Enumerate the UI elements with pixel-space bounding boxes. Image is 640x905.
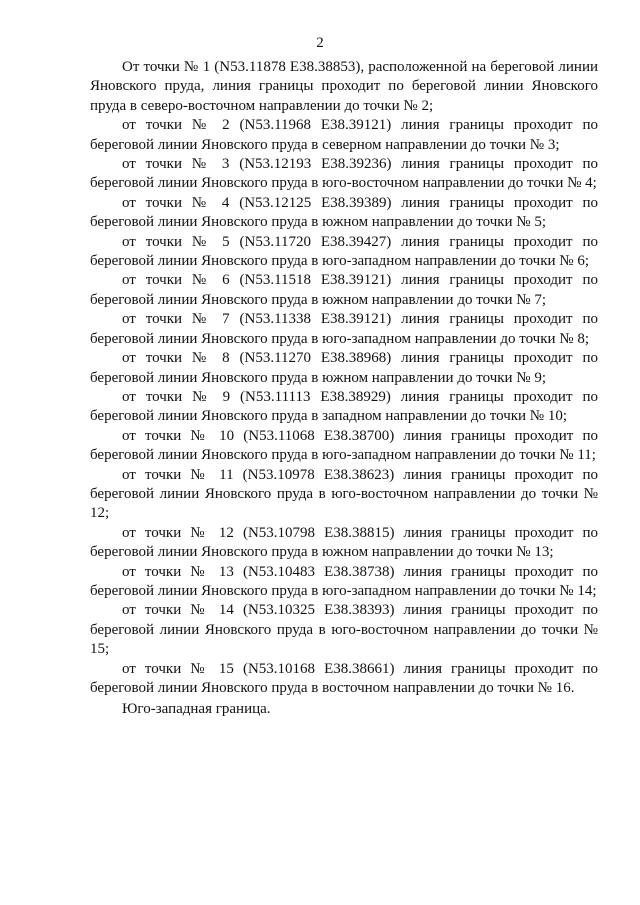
boundary-paragraph-3: от точки № 3 (N53.12193 E38.39236) линия границы проходит по береговой линии Яновского пруда в юго-восточном направлении до точки № 4;: [90, 156, 598, 192]
boundary-paragraph-14: от точки № 14 (N53.10325 E38.38393) линия границы проходит по береговой линии Яновского пруда в юго-восточном направлении до точки № 15;: [90, 602, 598, 658]
boundary-paragraph-2: от точки № 2 (N53.11968 E38.39121) линия границы проходит по береговой линии Яновского пруда в северном направлении до точки № 3;: [90, 117, 598, 153]
boundary-paragraph-9: от точки № 9 (N53.11113 E38.38929) линия границы проходит по береговой линии Яновского пруда в западном направлении до точки № 10;: [90, 388, 598, 425]
boundary-paragraph-10: от точки № 10 (N53.11068 E38.38700) линия границы проходит по береговой линии Яновского пруда в юго-западном направлении до точки № 11;: [90, 427, 598, 464]
section-heading: Юго-западная граница.: [122, 701, 271, 718]
boundary-paragraph-11: от точки № 11 (N53.10978 E38.38623) линия границы проходит по береговой линии Яновского пруда в юго-восточном направлении до точки № 12;: [90, 466, 598, 522]
document-body: [90, 58, 598, 720]
page-number: 2: [316, 35, 324, 51]
boundary-paragraph-6: от точки № 6 (N53.11518 E38.39121) линия границы проходит по береговой линии Яновского пруда в южном направлении до точки № 7;: [90, 272, 598, 308]
boundary-paragraph-4: от точки № 4 (N53.12125 E38.39389) линия границы проходит по береговой линии Яновского пруда в южном направлении до точки № 5;: [90, 194, 598, 231]
boundary-paragraph-1: От точки № 1 (N53.11878 E38.38853), расположенной на береговой линии Яновского пруда, линия границы проходит по береговой линии Яновского пруда в северо-восточном направлении до точки № 2;: [90, 59, 598, 114]
boundary-paragraph-15: от точки № 15 (N53.10168 E38.38661) линия границы проходит по береговой линии Яновского пруда в восточном направлении до точки № 16.: [90, 660, 598, 696]
boundary-paragraph-8: от точки № 8 (N53.11270 E38.38968) линия границы проходит по береговой линии Яновского пруда в южном направлении до точки № 9;: [90, 350, 598, 386]
boundary-paragraph-13: от точки № 13 (N53.10483 E38.38738) линия границы проходит по береговой линии Яновского пруда в юго-западном направлении до точки № 14;: [90, 563, 598, 599]
boundary-paragraph-7: от точки № 7 (N53.11338 E38.39121) линия границы проходит по береговой линии Яновского пруда в юго-западном направлении до точки № 8;: [90, 311, 598, 347]
boundary-paragraph-12: от точки № 12 (N53.10798 E38.38815) линия границы проходит по береговой линии Яновского пруда в южном направлении до точки № 13;: [90, 524, 598, 561]
boundary-paragraph-5: от точки № 5 (N53.11720 E38.39427) линия границы проходит по береговой линии Яновского пруда в юго-западном направлении до точки № 6;: [90, 233, 598, 270]
